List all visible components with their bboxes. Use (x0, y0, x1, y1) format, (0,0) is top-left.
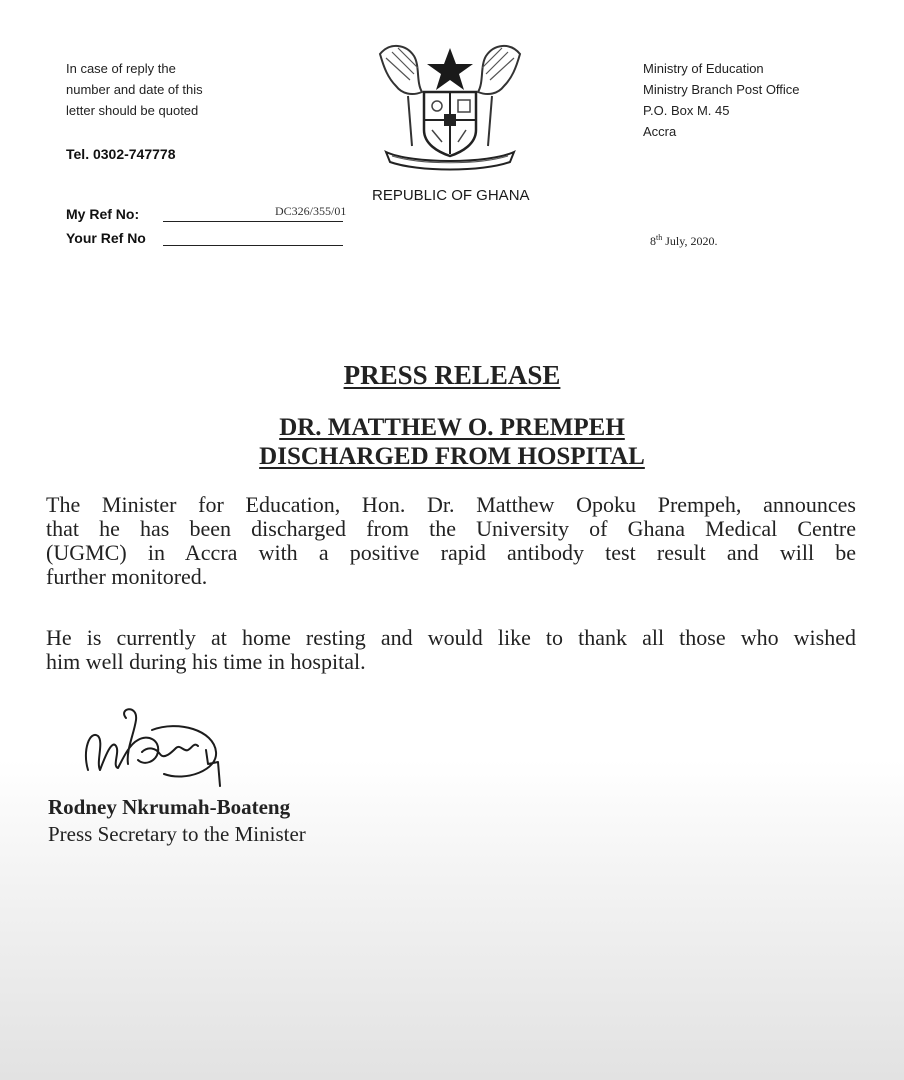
paragraph-line: that he has been discharged from the University of Ghana Medical Centre (46, 516, 856, 541)
release-title-text-2: DISCHARGED FROM HOSPITAL (259, 443, 645, 470)
address-line: Ministry Branch Post Office (643, 82, 800, 97)
release-title-line-2 (0, 443, 904, 471)
your-ref-label: Your Ref No (66, 230, 146, 246)
body-paragraph-2 (46, 626, 856, 674)
address-line: Accra (643, 124, 677, 139)
date-suffix: th (656, 233, 663, 242)
address-line: Ministry of Education (643, 61, 764, 76)
my-ref-row (66, 204, 347, 222)
signatory-title: Press Secretary to the Minister (48, 822, 306, 846)
paragraph-line: further monitored. (46, 564, 208, 589)
republic-of-ghana-caption: REPUBLIC OF GHANA (372, 187, 530, 204)
release-title-text-1: DR. MATTHEW O. PREMPEH (279, 414, 625, 441)
your-ref-row (66, 230, 146, 246)
handwritten-signature (68, 700, 238, 792)
ministry-address (643, 58, 800, 142)
ghana-coat-of-arms-emblem (362, 34, 538, 174)
paragraph-line: him well during his time in hospital. (46, 649, 366, 674)
press-release-heading (0, 360, 904, 391)
paragraph-line: The Minister for Education, Hon. Dr. Matthew Opoku Prempeh, announces (46, 492, 856, 517)
letter-date (650, 233, 717, 249)
my-ref-value: DC326/355/01 (275, 204, 347, 218)
press-release-heading-text: PRESS RELEASE (343, 360, 561, 390)
paragraph-line: He is currently at home resting and would like to thank all those who wished (46, 625, 856, 650)
reply-note-line: letter should be quoted (66, 103, 199, 118)
my-ref-underline (163, 204, 347, 222)
my-ref-label: My Ref No: (66, 206, 140, 222)
date-month-year: July, 2020. (662, 234, 718, 248)
reply-note-line: number and date of this (66, 82, 203, 97)
signatory-name: Rodney Nkrumah-Boateng (48, 795, 291, 819)
paragraph-line: (UGMC) in Accra with a positive rapid antibody test result and will be (46, 540, 856, 565)
address-line: P.O. Box M. 45 (643, 103, 730, 118)
body-paragraph-1 (46, 493, 856, 589)
reply-instructions (66, 58, 203, 121)
reply-note-line: In case of reply the (66, 61, 176, 76)
telephone-number: Tel. 0302-747778 (66, 146, 176, 162)
your-ref-underline (163, 230, 343, 246)
release-title-line-1 (0, 414, 904, 442)
date-day: 8 (650, 234, 656, 248)
